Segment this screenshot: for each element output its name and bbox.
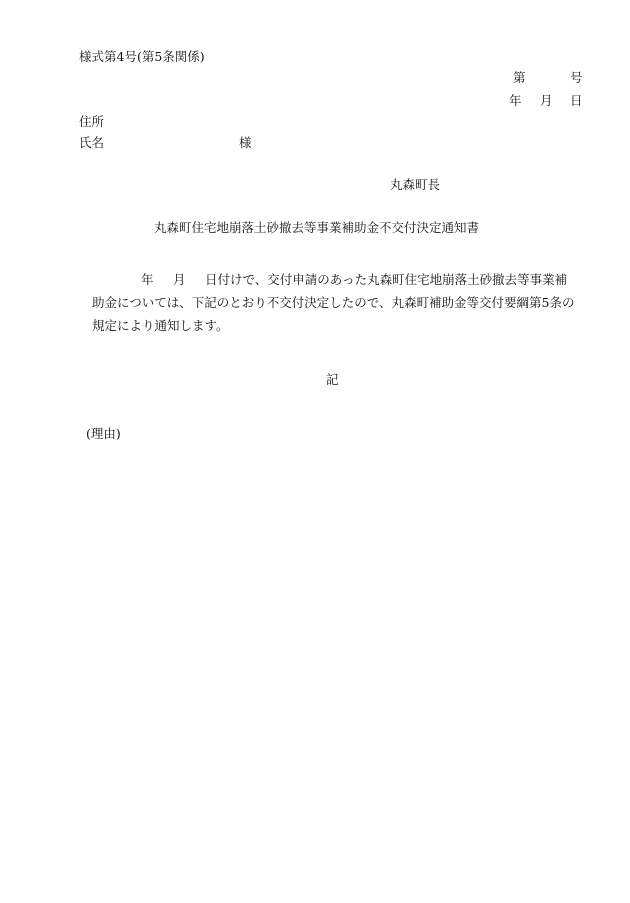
issue-date-year: 年 — [509, 93, 522, 108]
form-number-label: 様式第4号(第5条関係) — [79, 49, 205, 64]
recipient-name-label: 氏名 — [79, 135, 105, 150]
body-text-line-1: 日付けで、交付申請のあった丸森町住宅地崩落土砂撤去等事業補 — [205, 272, 568, 287]
document-number-prefix: 第 — [513, 70, 526, 85]
ki-heading: 記 — [326, 372, 339, 387]
issue-date-month: 月 — [540, 93, 553, 108]
issuer-name: 丸森町長 — [390, 177, 441, 192]
body-date-year: 年 — [141, 272, 154, 287]
document-number-suffix: 号 — [570, 70, 583, 85]
reason-label: (理由) — [86, 426, 121, 441]
recipient-address-label: 住所 — [79, 114, 105, 129]
body-date-month: 月 — [173, 272, 186, 287]
body-text-line-3: 規定により通知します。 — [92, 318, 229, 333]
body-text-line-2: 助金については、下記のとおり不交付決定したので、丸森町補助金等交付要綱第5条の — [92, 295, 575, 310]
issue-date-day: 日 — [570, 93, 583, 108]
recipient-honorific: 様 — [239, 135, 252, 150]
document-title: 丸森町住宅地崩落土砂撤去等事業補助金不交付決定通知書 — [154, 220, 480, 235]
